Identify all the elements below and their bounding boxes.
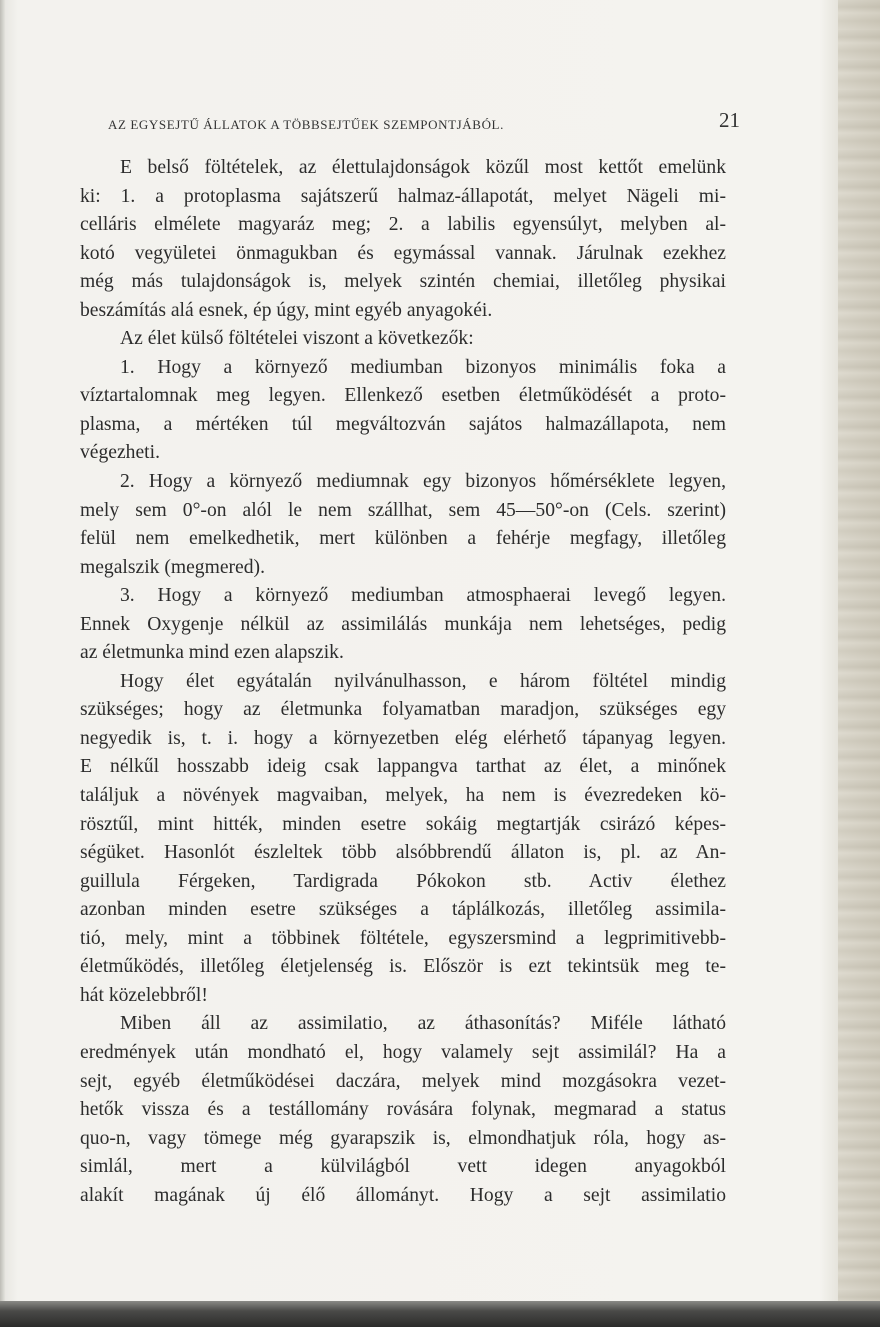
text-line: quo-n, vagy tömege még gyarapszik is, elmondhatjuk róla, hogy as- <box>80 1127 726 1149</box>
text-line: felül nem emelkedhetik, mert különben a fehérje megfagy, illetőleg <box>80 528 726 550</box>
text-line: celláris elmélete magyaráz meg; 2. a labilis egyensúlyt, melyben al- <box>80 214 726 236</box>
text-line: guillula Férgeken, Tardigrada Pókokon stb. Activ élethez <box>80 870 726 892</box>
text-line: beszámítás alá esnek, ép úgy, mint egyéb anyagokéi. <box>80 299 493 321</box>
page-left-shadow <box>0 0 6 1327</box>
text-line: E nélkűl hosszabb ideig csak lappangva tarthat az élet, a minőnek <box>80 756 726 778</box>
text-line: 2. Hogy a környező mediumnak egy bizonyos hőmérséklete legyen, <box>120 471 726 493</box>
page-number: 21 <box>719 108 740 132</box>
text-line: életműködés, illetőleg életjelenség is. Először is ezt tekintsük meg te- <box>80 956 726 978</box>
page-bottom-shadow <box>0 1301 880 1327</box>
text-line: az életmunka mind ezen alapszik. <box>80 642 344 664</box>
body-text <box>80 154 726 1210</box>
text-line: hát közelebbről! <box>80 984 208 1006</box>
text-line: 1. Hogy a környező mediumban bizonyos minimális foka a <box>120 356 726 378</box>
text-line: ségüket. Hasonlót észleltek több alsóbbrendű állaton is, pl. az An- <box>80 842 726 864</box>
text-line: 3. Hogy a környező mediumban atmosphaerai levegő legyen. <box>120 585 726 607</box>
text-line: rösztűl, mint hitték, minden esetre sokáig megtartják csirázó képes- <box>80 813 726 835</box>
text-line: Miben áll az assimilatio, az áthasonítás? Miféle látható <box>120 1013 726 1035</box>
text-line: megalszik (megmered). <box>80 556 265 578</box>
text-line: ki: 1. a protoplasma sajátszerű halmaz-állapotát, melyet Nägeli mi- <box>80 185 726 207</box>
text-line: azonban minden esetre szükséges a táplálkozás, illetőleg assimila- <box>80 899 726 921</box>
text-line: víztartalomnak meg legyen. Ellenkező esetben életműködését a proto- <box>80 385 726 407</box>
text-line: végezheti. <box>80 442 160 464</box>
text-line: E belső föltételek, az élettulajdonságok közűl most kettőt emelünk <box>120 157 726 178</box>
text-line: sejt, egyéb életműködései daczára, melyek mind mozgásokra vezet- <box>80 1070 726 1092</box>
text-line: mely sem 0°-on alól le nem szállhat, sem 45—50°-on (Cels. szerint) <box>80 499 726 521</box>
running-header: AZ EGYSEJTŰ ÁLLATOK A TÖBBSEJTŰEK SZEMPONTJÁBÓL. <box>108 117 504 132</box>
text-line: Az élet külső föltételei viszont a következők: <box>120 328 474 350</box>
text-line: negyedik is, t. i. hogy a környezetben elég elérhető tápanyag legyen. <box>80 727 726 749</box>
text-line: Ennek Oxygenje nélkül az assimilálás munkája nem lehetséges, pedig <box>80 613 726 635</box>
text-line: még más tulajdonságok is, melyek szintén chemiai, illetőleg physikai <box>80 271 726 293</box>
text-line: alakít magának új élő állományt. Hogy a sejt assimilatio <box>80 1184 726 1206</box>
page-right-edge <box>838 0 880 1327</box>
text-line: találjuk a növények magvaiban, melyek, ha nem is évezredeken kö- <box>80 785 726 807</box>
text-line: szükséges; hogy az életmunka folyamatban maradjon, szükséges egy <box>80 699 726 721</box>
text-line: eredmények után mondható el, hogy valamely sejt assimilál? Ha a <box>80 1041 726 1063</box>
text-line: tió, mely, mint a többinek föltétele, egyszersmind a legprimitivebb- <box>80 927 726 949</box>
text-line: plasma, a mértéken túl megváltozván sajátos halmazállapota, nem <box>80 413 726 435</box>
text-line: kotó vegyületei önmagukban és egymással vannak. Járulnak ezekhez <box>80 242 726 264</box>
text-line: Hogy élet egyátalán nyilvánulhasson, e három föltétel mindig <box>120 670 726 692</box>
text-line: simlál, mert a külvilágból vett idegen anyagokból <box>80 1156 726 1178</box>
text-line: hetők vissza és a testállomány rovására folynak, megmarad a status <box>80 1099 726 1121</box>
